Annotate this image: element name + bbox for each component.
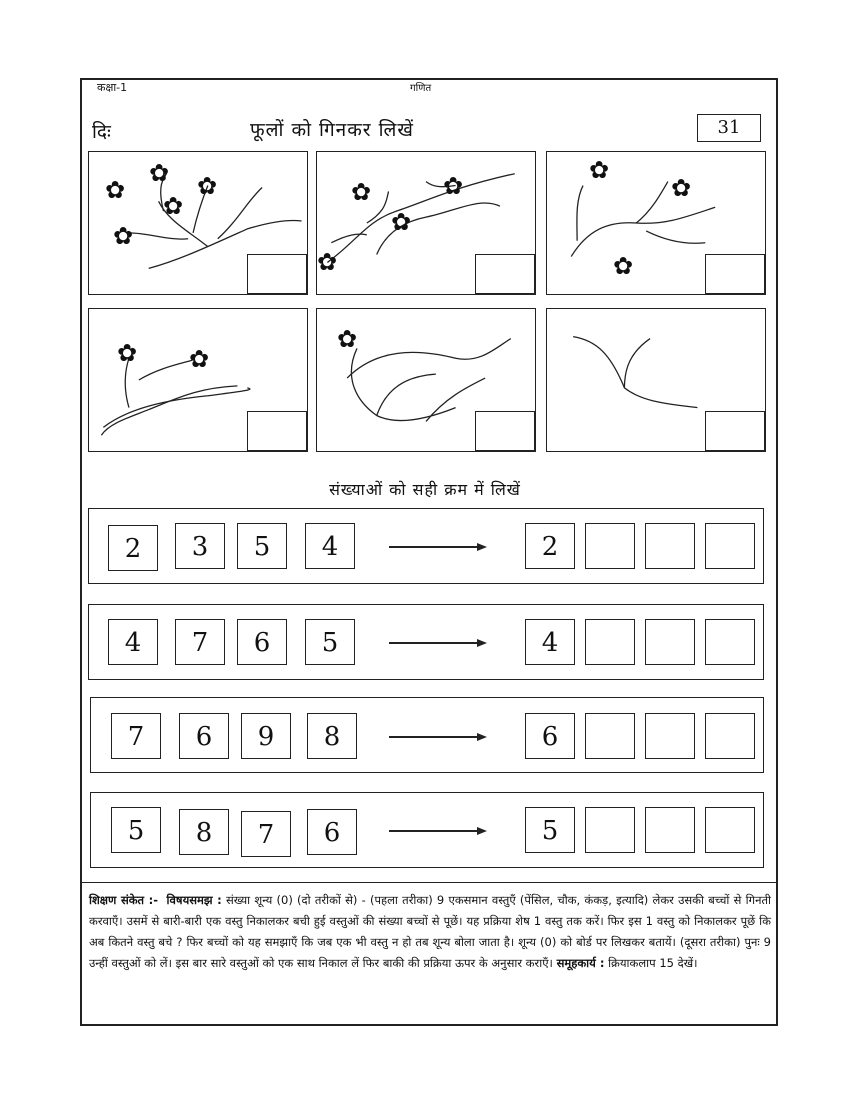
flower-icon: ✿	[443, 172, 464, 200]
flower-panel-6	[546, 308, 766, 452]
flower-icon: ✿	[337, 325, 358, 353]
blank-answer-box[interactable]	[705, 807, 755, 853]
flower-icon: ✿	[589, 156, 610, 184]
arrow-right-icon	[389, 541, 489, 553]
sequence-row-1	[88, 508, 764, 584]
flower-icon: ✿	[197, 172, 218, 200]
flower-icon: ✿	[163, 192, 184, 220]
number-box: 7	[111, 713, 161, 759]
number-box: 6	[237, 619, 287, 665]
blank-answer-box[interactable]	[645, 713, 695, 759]
number-box: 5	[237, 523, 287, 569]
flower-panel-2	[316, 151, 536, 295]
class-label: कक्षा-1	[97, 81, 128, 94]
blank-answer-box[interactable]	[645, 523, 695, 569]
flower-panel-3	[546, 151, 766, 295]
flower-icon: ✿	[149, 159, 170, 187]
note-label: शिक्षण संकेत :-	[89, 893, 159, 907]
arrow-right-icon	[389, 637, 489, 649]
subject-label: गणित	[410, 83, 432, 94]
note-text-groupwork: क्रियाकलाप 15 देखें।	[608, 956, 698, 970]
note-label-groupwork: समूहकार्य :	[556, 956, 605, 970]
blank-answer-box[interactable]	[645, 619, 695, 665]
answer-number-box: 2	[525, 523, 575, 569]
number-box: 7	[241, 811, 291, 857]
sequence-row-3	[90, 697, 764, 773]
number-box: 4	[108, 619, 158, 665]
flower-icon: ✿	[391, 208, 412, 236]
number-box: 6	[179, 713, 229, 759]
blank-answer-box[interactable]	[585, 713, 635, 759]
sequence-row-4	[90, 792, 764, 868]
number-box: 5	[305, 619, 355, 665]
blank-answer-box[interactable]	[705, 619, 755, 665]
blank-answer-box[interactable]	[585, 523, 635, 569]
flower-icon: ✿	[671, 174, 692, 202]
answer-box[interactable]	[705, 411, 765, 451]
blank-answer-box[interactable]	[585, 619, 635, 665]
answer-box[interactable]	[247, 411, 307, 451]
answer-number-box: 5	[525, 807, 575, 853]
flower-icon: ✿	[189, 345, 210, 373]
sequence-row-2	[88, 604, 764, 680]
teaching-note	[89, 890, 771, 974]
number-box: 8	[179, 809, 229, 855]
number-box: 9	[241, 713, 291, 759]
flower-icon: ✿	[113, 222, 134, 250]
flower-icon: ✿	[317, 248, 338, 276]
answer-box[interactable]	[475, 411, 535, 451]
page-number-box: 31	[697, 114, 761, 142]
answer-box[interactable]	[475, 254, 535, 294]
flower-panel-5	[316, 308, 536, 452]
answer-box[interactable]	[705, 254, 765, 294]
flower-icon: ✿	[613, 252, 634, 280]
blank-answer-box[interactable]	[705, 523, 755, 569]
answer-number-box: 4	[525, 619, 575, 665]
number-box: 3	[175, 523, 225, 569]
question-marker: दिः	[92, 121, 111, 143]
number-box: 7	[175, 619, 225, 665]
flower-icon: ✿	[117, 339, 138, 367]
question2-title: संख्याओं को सही क्रम में लिखें	[329, 480, 521, 499]
blank-answer-box[interactable]	[645, 807, 695, 853]
number-box: 8	[307, 713, 357, 759]
question1-title: फूलों को गिनकर लिखें	[250, 119, 414, 141]
answer-box[interactable]	[247, 254, 307, 294]
note-text: संख्या शून्य (0) (दो तरीकों से) - (पहला तरीका) 9 एकसमान वस्तुएँ (पेंसिल, चौक, कंकड़, इत्यादि) लेकर उसकी बच्चों से गिनती करवाएँ। उसमें से बारी-बारी एक वस्तु निकालकर बची हुई वस्तुओं की संख्या बच्चों से पूछें। यह प्रक्रिया शेष 1 वस्तु तक करें। फिर इस 1 वस्तु को निकालकर पूछें कि अब कितने वस्तु बचे ? फिर बच्चों को यह समझाएँ कि जब एक भी वस्तु न हो तब शून्य बोला जाता है। शून्य (0) को बोर्ड पर लिखकर बतायें। (दूसरा तरीका) पुनः 9 उन्हीं वस्तुओं को लें। इस बार सारे वस्तुओं को एक साथ निकाल लें फिर बाकी की प्रक्रिया ऊपर के अनुसार कराएँ।	[89, 893, 772, 970]
flower-panel-1	[88, 151, 308, 295]
number-box: 6	[307, 809, 357, 855]
blank-answer-box[interactable]	[705, 713, 755, 759]
number-box: 4	[305, 523, 355, 569]
arrow-right-icon	[389, 731, 489, 743]
blank-answer-box[interactable]	[585, 807, 635, 853]
note-label-understanding: विषयसमझ :	[166, 893, 222, 907]
flower-icon: ✿	[351, 178, 372, 206]
arrow-right-icon	[389, 825, 489, 837]
section-divider	[80, 882, 778, 883]
number-box: 5	[111, 807, 161, 853]
flower-icon: ✿	[105, 176, 126, 204]
flower-panel-4	[88, 308, 308, 452]
answer-number-box: 6	[525, 713, 575, 759]
number-box: 2	[108, 525, 158, 571]
